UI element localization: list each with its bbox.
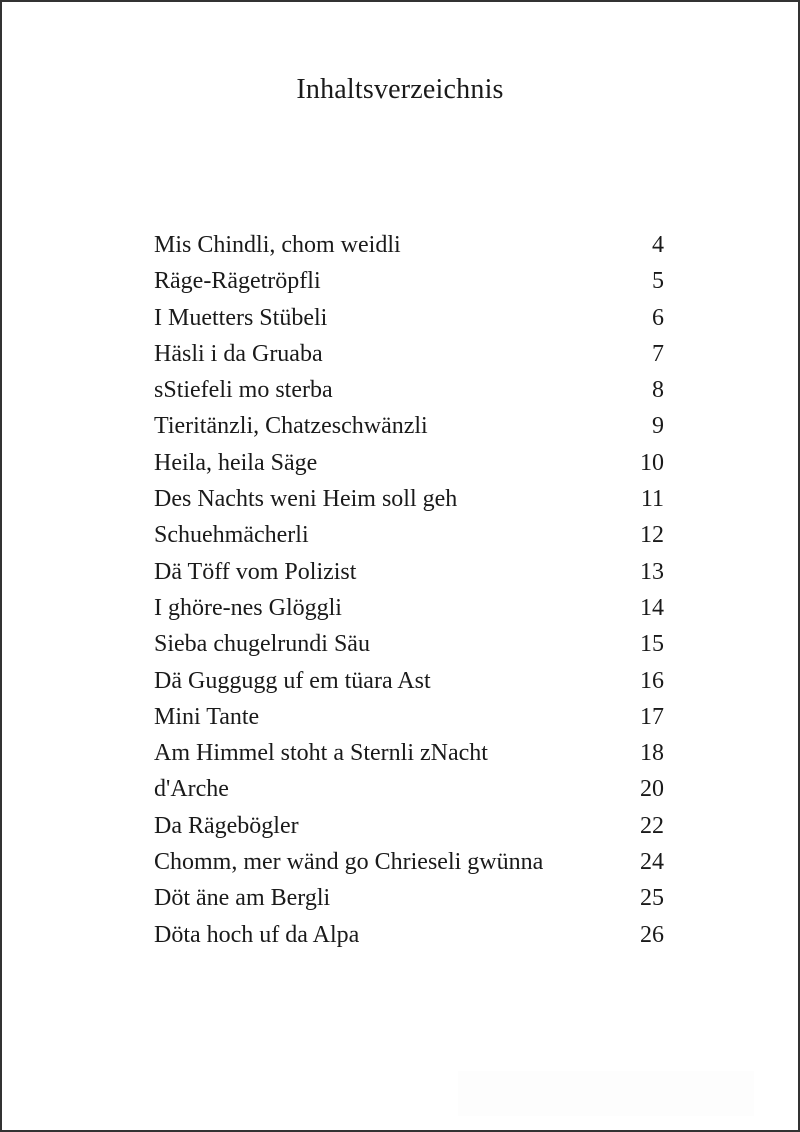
toc-entry-page: 13 — [640, 558, 664, 585]
toc-entry — [154, 917, 664, 953]
toc-entry-title: Dä Guggugg uf em tüara Ast — [154, 667, 431, 694]
toc-entry — [154, 771, 664, 807]
toc-entry — [154, 663, 664, 699]
toc-entry-title: Des Nachts weni Heim soll geh — [154, 486, 458, 513]
toc-entry-title: Häsli i da Gruaba — [154, 340, 323, 367]
toc-entry — [154, 699, 664, 735]
toc-entry-title: Chomm, mer wänd go Chrieseli gwünna — [154, 849, 544, 876]
toc-entry — [154, 481, 664, 517]
toc-entry-page: 22 — [640, 812, 664, 839]
toc-entry-page: 16 — [640, 667, 664, 694]
toc-entry — [154, 445, 664, 481]
toc-entry-page: 11 — [640, 486, 664, 513]
toc-entry — [154, 372, 664, 408]
toc-entry — [154, 336, 664, 372]
toc-entry-title: Am Himmel stoht a Sternli zNacht — [154, 740, 488, 767]
toc-entry-title: Schuehmächerli — [154, 522, 309, 549]
toc-entry — [154, 227, 664, 263]
toc-entry — [154, 408, 664, 444]
toc-entry-page: 4 — [652, 232, 664, 258]
toc-entry — [154, 517, 664, 553]
toc-entry-title: Da Rägebögler — [154, 812, 299, 839]
toc-entry — [154, 554, 664, 590]
toc-entry-page: 18 — [640, 740, 664, 767]
toc-entry-title: Dä Töff vom Polizist — [154, 558, 357, 585]
toc-entry — [154, 263, 664, 299]
toc-entry-page: 24 — [640, 849, 664, 876]
toc-entry-title: d'Arche — [154, 776, 229, 803]
toc-entry-page: 6 — [652, 304, 664, 331]
toc-entry — [154, 844, 664, 880]
toc-entry — [154, 300, 664, 336]
toc-entry-page: 26 — [640, 921, 664, 948]
toc-entry — [154, 590, 664, 626]
toc-entry-page: 7 — [652, 340, 664, 367]
toc-entry-page: 15 — [640, 631, 664, 658]
toc-entry-page: 10 — [640, 449, 664, 476]
toc-entry-page: 12 — [640, 522, 664, 549]
toc-entry — [154, 808, 664, 844]
faint-rectangle — [458, 1071, 754, 1116]
toc-entry-title: Mis Chindli, chom weidli — [154, 232, 401, 258]
toc-entry-page: 9 — [652, 413, 664, 440]
toc-entry — [154, 626, 664, 662]
toc-entry — [154, 880, 664, 916]
page-title: Inhaltsverzeichnis — [296, 74, 504, 105]
toc-entry-page: 14 — [640, 594, 664, 621]
toc-entry-page: 20 — [640, 776, 664, 803]
toc-entry-title: I ghöre-nes Glöggli — [154, 594, 342, 621]
toc-entry-title: Döta hoch uf da Alpa — [154, 921, 360, 948]
toc-entry-title: I Muetters Stübeli — [154, 304, 328, 331]
toc-entry-title: Döt äne am Bergli — [154, 885, 331, 912]
toc-entry-title: Mini Tante — [154, 703, 260, 730]
toc-entry-page: 25 — [640, 885, 664, 912]
table-of-contents — [154, 227, 664, 953]
toc-entry — [154, 735, 664, 771]
toc-entry-page: 5 — [652, 268, 664, 295]
toc-entry-title: Sieba chugelrundi Säu — [154, 631, 370, 658]
toc-entry-title: sStiefeli mo sterba — [154, 377, 333, 404]
toc-entry-title: Tieritänzli, Chatzeschwänzli — [154, 413, 428, 440]
toc-entry-page: 17 — [640, 703, 664, 730]
toc-entry-title: Heila, heila Säge — [154, 449, 318, 476]
toc-entry-title: Räge-Rägetröpfli — [154, 268, 321, 295]
toc-entry-page: 8 — [652, 377, 664, 404]
